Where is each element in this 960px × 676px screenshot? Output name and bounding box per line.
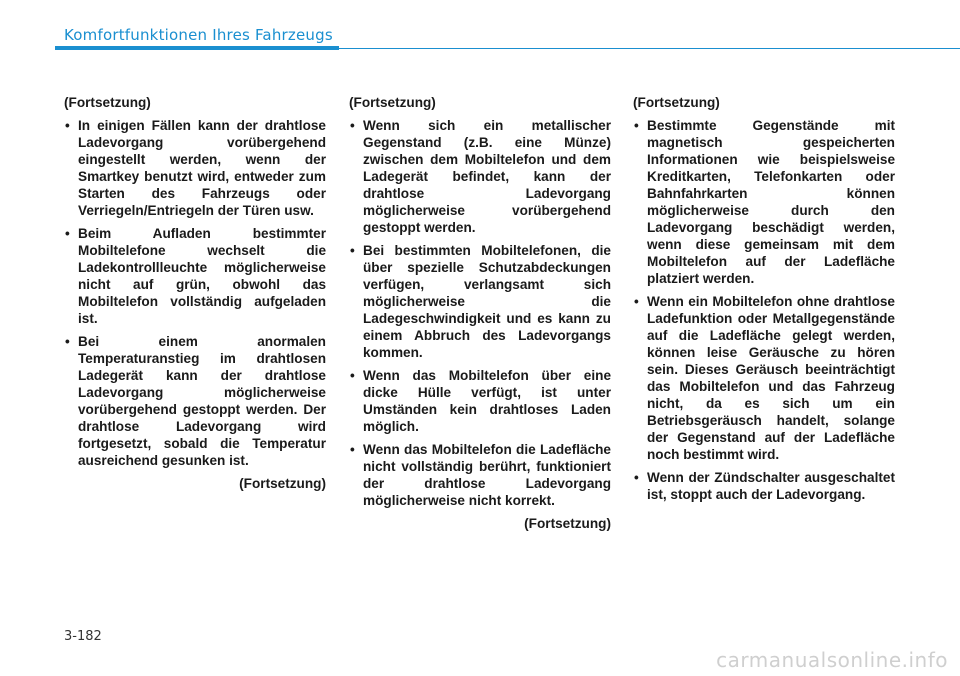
bullet-item: • Bestimmte Gegenstände mit magnetisch gespeicherten Informationen wie beispielsweise Kreditkarten, Telefonkarten oder Bahnfahrkarten können möglicherweise durch den Ladevorgang beschädigt werden, wenn diese gemeinsam mit dem Mobiltelefon auf der Ladefläche platziert werden.: [633, 117, 895, 287]
continuation-heading: (Fortsetzung): [633, 95, 720, 110]
bullet-list: [64, 117, 326, 469]
continuation-heading: (Fortsetzung): [349, 95, 436, 110]
bullet-item: • Wenn das Mobiltelefon die Ladefläche nicht vollständig berührt, funktioniert der drahtlose Ladevorgang möglicherweise nicht korrekt.: [349, 441, 611, 509]
header-rule-accent: [55, 46, 339, 50]
bullet-item: • Wenn ein Mobiltelefon ohne drahtlose Ladefunktion oder Metallgegenstände auf die Ladefläche gelegt werden, können leise Geräusche zu hören sein. Dieses Geräusch beeinträchtigt das Mobiltelefon und das Fahrzeug nicht, da es sich um ein Betriebsgeräusch handelt, solange der Gegenstand auf der Ladefläche noch bestimmt wird.: [633, 293, 895, 463]
bullet-item: • Wenn der Zündschalter ausgeschaltet ist, stoppt auch der Ladevorgang.: [633, 469, 895, 503]
watermark-text: carmanualsonline.info: [716, 648, 948, 672]
text-column-3: [633, 94, 895, 509]
continuation-footer: (Fortsetzung): [239, 476, 326, 491]
continuation-heading: (Fortsetzung): [64, 95, 151, 110]
bullet-list: [633, 117, 895, 503]
bullet-item: • Bei bestimmten Mobiltelefonen, die über spezielle Schutzabdeckungen verfügen, verlangsamt sich möglicherweise die Ladegeschwindigkeit und es kann zu einem Abbruch des Ladevorgangs kommen.: [349, 242, 611, 361]
bullet-item: • Beim Aufladen bestimmter Mobiltelefone wechselt die Ladekontrollleuchte möglicherweise nicht auf grün, obwohl das Mobiltelefon vollständig aufgeladen ist.: [64, 225, 326, 327]
bullet-list: [349, 117, 611, 509]
continuation-footer: (Fortsetzung): [524, 516, 611, 531]
bullet-item: • Bei einem anormalen Temperaturanstieg im drahtlosen Ladegerät kann der drahtlose Ladevorgang möglicherweise vorübergehend gestoppt werden. Der drahtlose Ladevorgang wird fortgesetzt, sobald die Temperatur ausreichend gesunken ist.: [64, 333, 326, 469]
bullet-item: • Wenn das Mobiltelefon über eine dicke Hülle verfügt, ist unter Umständen kein drahtloses Laden möglich.: [349, 367, 611, 435]
bullet-item: • Wenn sich ein metallischer Gegenstand (z.B. eine Münze) zwischen dem Mobiltelefon und dem Ladegerät befindet, kann der drahtlose Ladevorgang möglicherweise vorübergehend gestoppt werden.: [349, 117, 611, 236]
text-column-2: [349, 94, 611, 532]
bullet-item: • In einigen Fällen kann der drahtlose Ladevorgang vorübergehend eingestellt werden, wenn der Smartkey benutzt wird, entweder zum Starten des Fahrzeugs oder Verriegeln/Entriegeln der Türen usw.: [64, 117, 326, 219]
header-rule-line: [339, 48, 960, 49]
text-column-1: [64, 94, 326, 492]
section-title: Komfortfunktionen Ihres Fahrzeugs: [64, 26, 333, 44]
page-number: 3-182: [64, 629, 102, 644]
